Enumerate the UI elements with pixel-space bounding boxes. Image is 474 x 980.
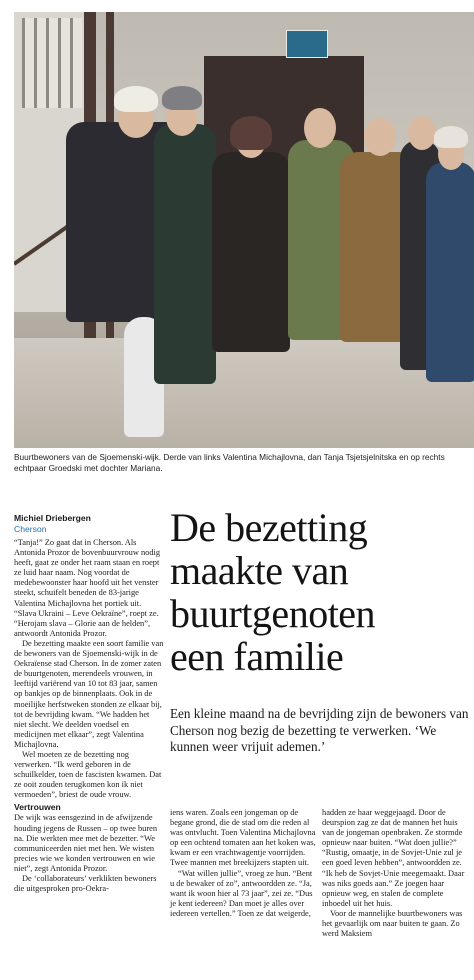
paragraph: “Wat willen jullie”, vroeg ze hun. “Bent u de bewaker of zo”, antwoordden ze. “Ja, want ik woon hier al 73 jaar”, zei ze. “Dus je kent iedereen? Dan moet je alles over iedereen vertellen.” Toen ze dat weigerde,: [170, 868, 313, 918]
photo-person-head: [408, 116, 436, 150]
paragraph: Voor de mannelijke buurtbewoners was het gevaarlijk om naar buiten te gaan. Zo werd Maksiem: [322, 908, 463, 939]
lead-paragraph: Een kleine maand na de bevrijding zijn de bewoners van Cherson nog bezig de bezetting te verwerken. ‘We kunnen weer vrijuit ademen.’: [170, 706, 469, 755]
photo-person-scarf: [230, 116, 272, 150]
photo-person-hat: [434, 126, 468, 148]
photo-person-hat: [162, 86, 202, 110]
dateline-location: Cherson: [14, 524, 47, 534]
article-column-3: [322, 808, 470, 939]
headline: [170, 506, 470, 678]
paragraph: De bezetting maakte een soort familie van de bewoners van de Sjoemenski-wijk in de Oekraïense stad Cherson. In de zomer zaten de buurtgenoten, merendeels vrouwen, in leeftijd variërend van 10 tot 83 jaar, samen op bankjes op de binnenplaats. Ook in de moeilijke herfstweken stonden ze elkaar bij, tot de bevrijding kwam. “We hadden het niet slecht. We deelden voedsel en medicijnen met elkaar”, zegt Valentina Michajlovna.: [14, 638, 164, 749]
subheading: Vertrouwen: [14, 802, 61, 813]
headline-line: een familie: [170, 634, 344, 679]
photo-person-head: [364, 118, 396, 156]
photo-person: [154, 124, 216, 384]
photo-window: [22, 18, 82, 108]
headline-line: buurtgenoten: [170, 591, 376, 636]
article-column-1: [14, 538, 164, 894]
news-photo: [14, 12, 474, 448]
photo-caption: Buurtbewoners van de Sjoemenski-wijk. Derde van links Valentina Michajlovna, dan Tanja Tsjetsjelnitska en op rechts echtpaar Groedski met dochter Mariana.: [14, 452, 445, 473]
paragraph: De ‘collaborateurs’ verklikten bewoners die uitgesproken pro-Oekra-: [14, 874, 157, 894]
paragraph: De wijk was eensgezind in de afwijzende houding jegens de Russen – op twee buren na. Die werkten mee met de bezetter. “We communiceerden niet met hen. We wisten precies wie we konden vertrouwen en wie niet”, zegt Antonida Prozor.: [14, 813, 158, 873]
photo-person: [212, 152, 290, 352]
paragraph: “Tanja!” Zo gaat dat in Cherson. Als Antonida Prozor de bovenbuurvrouw nodig heeft, gaat ze onder het raam staan en roept ze luid haar naam. Nog voordat de medebewoonster haar hoofd uit het venster steekt, schuifelt beneden de 83-jarige Valentina Michajlovna het portiek uit. “Slava Ukraini – Leve Oekraïne”, roept ze. “Herojam slava – Glorie aan de helden”, antwoordt Antonida Prozor.: [14, 538, 161, 638]
photo-person-hat: [114, 86, 158, 112]
author-name: Michiel Driebergen: [14, 513, 91, 523]
photo-person-head: [304, 108, 336, 148]
paragraph: iens waren. Zoals een jongeman op de begane grond, die de stad om die reden al was ontvlucht. Toen Valentina Michajlovna op een ochtend tomaten aan het koken was, kwam er een vrachtwagentje voorrijden. Twee mannen met breekijzers stapten uit.: [170, 808, 316, 868]
paragraph: Wel moeten ze de bezetting nog verwerken. “Ik werd geboren in de schuilkelder, toen de fascisten kwamen. Dat ze ooit zouden terugkomen kon ik niet vermoeden”, briest de oude vrouw.: [14, 749, 162, 800]
headline-line: De bezetting: [170, 505, 368, 550]
article-column-2: [170, 808, 316, 919]
paragraph: hadden ze haar weggejaagd. Door de deurspion zag ze dat de mannen het huis van de jongeman openbraken. Ze stormde opnieuw naar buiten. “Wat doen jullie?” “Rustig, omaatje, in de Sovjet-Unie zul je een goed leven hebben”, antwoordden ze. “Ik heb de Sovjet-Unie meegemaakt. Daar was niks goeds aan.” Ze joegen haar opnieuw weg, en stalen de complete inboedel uit het huis.: [322, 808, 465, 908]
photo-person: [426, 162, 474, 382]
headline-line: maakte van: [170, 548, 349, 593]
photo-house-sign: [286, 30, 328, 58]
